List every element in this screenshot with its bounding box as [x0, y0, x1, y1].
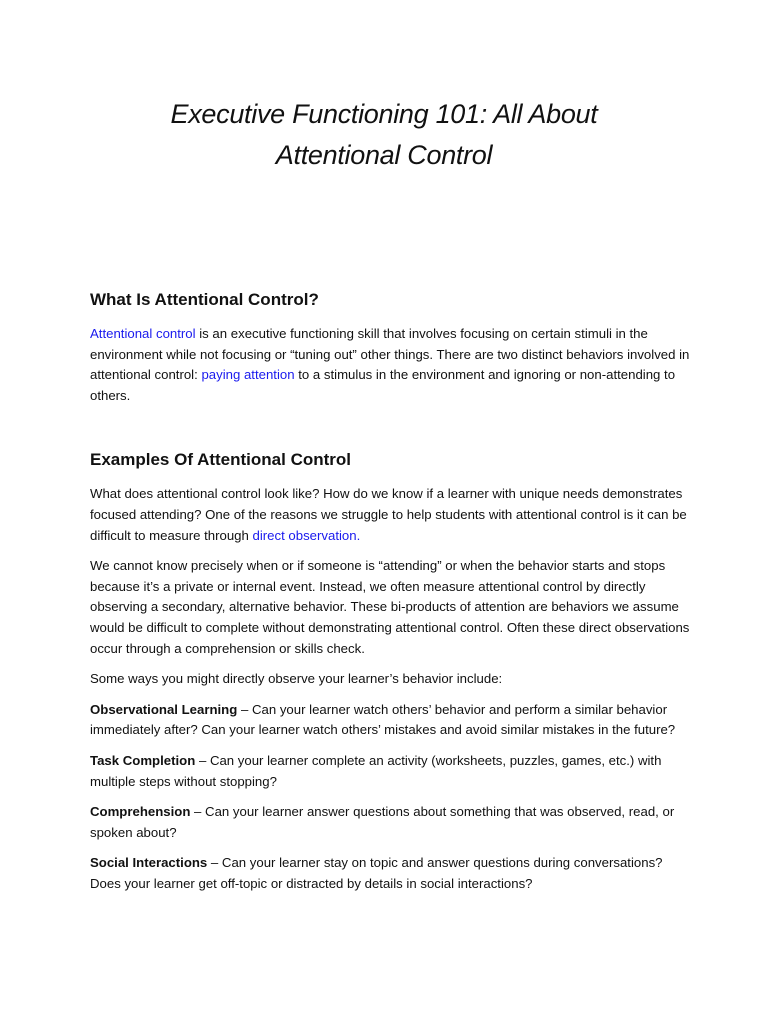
section-heading-what-is: What Is Attentional Control?	[90, 290, 319, 309]
observation-desc: – Can your learner answer questions about something that was observed, read, or spoken about?	[90, 804, 675, 840]
link-paying-attention[interactable]: paying attention	[201, 367, 295, 383]
document-title-line-2: Attentional Control	[275, 140, 493, 170]
link-direct-observation[interactable]: direct observation.	[252, 527, 361, 543]
observation-term: Comprehension	[90, 804, 191, 820]
observation-desc: – Can your learner complete an activity (worksheets, puzzles, games, etc.) with multiple steps without stopping?	[90, 752, 662, 789]
definition-paragraph	[90, 324, 690, 406]
section-heading-examples: Examples Of Attentional Control	[90, 450, 352, 470]
observation-term: Observational Learning	[90, 701, 238, 717]
examples-intro-paragraph	[90, 484, 690, 546]
definition-text-1: is an executive functioning skill that involves focusing on certain stimuli in the environment while not focusing or “tuning out” other things. There are two distinct behaviors involved in attentional control:	[90, 326, 690, 383]
observation-item-comprehension	[90, 802, 690, 843]
observation-item-observational-learning	[90, 700, 690, 741]
document-body	[90, 286, 690, 894]
definition-text-2: to a stimulus in the environment and ignoring or non-attending to others.	[90, 367, 676, 403]
observation-item-social-interactions	[90, 853, 690, 894]
observation-desc: – Can your learner stay on topic and answer questions during conversations? Does your learner get off-topic or distracted by details in social interactions?	[90, 855, 663, 891]
ways-intro-paragraph: Some ways you might directly observe your learner’s behavior include:	[90, 671, 503, 687]
examples-intro-text: What does attentional control look like? How do we know if a learner with unique needs demonstrates focused attending? One of the reasons we struggle to help students with attentional control is it can be difficult to measure through	[90, 486, 687, 543]
observation-desc: – Can your learner watch others’ behavior and perform a similar behavior immediately after? Can your learner watch others’ mistakes and avoid similar mistakes in the future?	[90, 701, 676, 738]
document-title-line-1: Executive Functioning 101: All About	[170, 99, 598, 129]
private-event-paragraph: We cannot know precisely when or if someone is “attending” or when the behavior starts and stops because it’s a private or internal event. Instead, we often measure attentional control by directly observing a secondary, alternative behavior. These bi-products of attention are behaviors we assume would be difficult to complete without demonstrating attentional control. Often these direct observations occur through a comprehension or skills check.	[90, 558, 690, 656]
document-title	[90, 94, 678, 176]
link-attentional-control[interactable]: Attentional control	[90, 326, 196, 341]
observation-term: Social Interactions	[90, 855, 208, 871]
observation-term: Task Completion	[90, 752, 196, 768]
observation-item-task-completion	[90, 751, 690, 792]
